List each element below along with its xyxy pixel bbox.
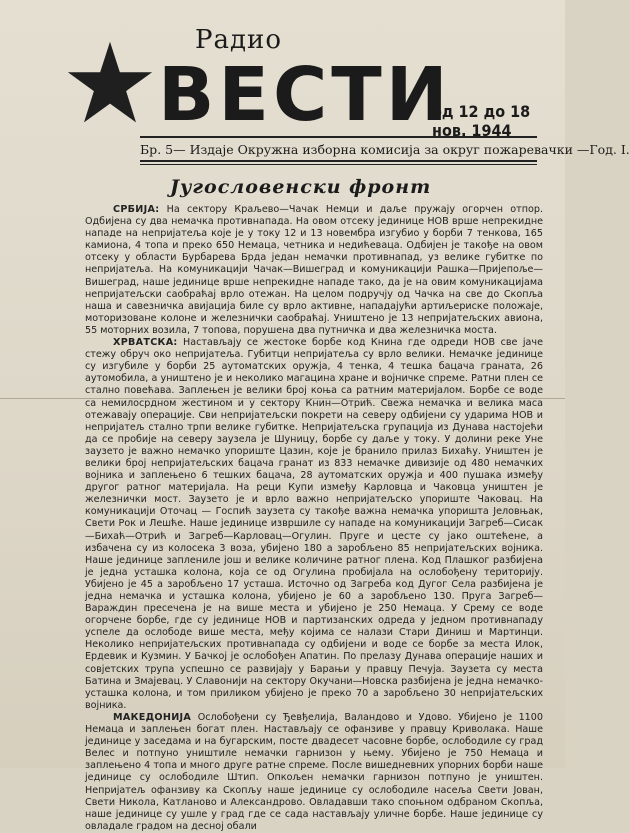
paragraph-macedonia — [85, 712, 543, 833]
paragraph-text: Настављају се жестоке борбе код Книна где одреди НОВ све јаче стежу обруч око непријатеља. Губитци непријатеља су врло велики. Немачке јединице су изгубиле у борби 25 аутоматских оружја, 4 тенка, 4 тешка бацача граната, 26 аутомобила, а уништено је и неколико магацина хране и војничке спреме. Ратни плен се стално повећава. Заплењен је велики број коња са ратним материјалом. Борбе се воде са немилосрдном жестином и у сектору Книн—Отрић. Свежа немачка и велика маса отежавају операције. Сви непријатељски покрети на северу одбијени су ударима НОВ и непријатељ стално трпи велике губитке. Непријатељска групација из Дунава настојећи да се пробије на северу заузела је Шуницу, борбе су даље у току. У долини реке Уне заузето је важно немачко упориште Цазин, које је бранило прилаз Бихаћу. Уништен је велики број непријатељских бацача гранат из 833 немачке дивизије од 480 немачких војника и заплењено 6 тешких бацача, 28 аутоматских оружја и 400 пушака између другог ратног материјала. На реци Купи између Карловца и Чаковца уништен је железнички мост. Заузето је и врло важно непријатељско упориште Чаковац. На комуникацији Оточац — Госпић заузета су такође важна немачка упоришта Јеловњак, Свети Рок и Лешће. Наше јединице извршиле су нападе на комуникацији Загреб—Сисак—Бихаћ—Отрић и Загреб—Карловац—Огулин. Пруге и цесте су јако оштећене, а избачена су из колосека 3 воза, убијено 180 а заробљено 85 непријатељских војника. Наше јединице заплениле још и велике количине ратног плена. Код Плашког разбијена је једна усташка колона, која се од Огулина пробијала на ослобођену територију. Убијено је 45 а заробљено 17 усташа. Источно од Загреба код Дугог Села разбијена је једна немачка и усташка колона, убијено је 60 а заробљено 130. Пруга Загреб—Вараждин пресечена је на више места и убијено је 250 Немаца. У Срему се воде огорчене борбе, где су јединице НОВ и партизанских одреда у једном противнападу успеле да ослободе више места, међу којима се налази Стари Диниш и Мартинци. Неколико непријатељских противнапада су одбијени и воде се борбе за места Илок, Ердевик и Кузмин. У Бачкој је ослобођен Апатин. По прелазу Дунава операције наших и совјетских трупа успешно се развијају у Барањи у правцу Печуја. Заузета су места Батина и Змајевац. У Славонији на сектору Окучани—Новска разбијена је једна немачко-усташка колона, и том приликом убијено је преко 70 а заробљено 30 непријатељских војника. — [85, 337, 543, 711]
issue-dates: од 12 до 18 нов. 1944 — [432, 102, 531, 140]
region-label: ХРВАТСКА: — [113, 337, 178, 349]
header-double-rule — [140, 160, 537, 165]
issue-line — [140, 142, 630, 157]
issue-number: Бр. 5 — [140, 142, 174, 157]
header-rule — [140, 136, 537, 138]
issue-year: Год. I. — [589, 142, 630, 157]
paragraph-text: Ослобођени су Ђевђелија, Валандово и Удово. Убијено је 1100 Немаца и заплењен богат плен. Настављају се офанзиве у правцу Криволака. Наше јединице у заседама и на бугарским, посте двадесет часовне борбе, ослободиле су град Велес и потпуно уништиле немачки гарнизон у њему. Убијено је 750 Немаца и заплењено 4 топа и много друге ратне спреме. После вишедневних упорних борби наше јединице су ослободиле Штип. Опкољен немачки гарнизон потпуно је уништен. Непријатељ офанзиву ка Скопљу наше јединице су ослободиле насеља Свети Јован, Свети Никола, Катланово и Александрово. Овладавши тако споњном одбраном Скопља, наше јединице су ушле у град где се сада настављају уличне борбе. Наше јединице су овладале градом на десној обали — [85, 711, 543, 832]
article-title: Југословенски фронт — [170, 176, 432, 198]
article-body — [85, 204, 543, 833]
region-label: СРБИЈА: — [113, 204, 160, 215]
publisher-line: — Издаје Окружна изборна комисија за округ пожаревачки — — [173, 142, 590, 157]
paragraph-serbia — [85, 204, 543, 337]
paper-fold — [0, 398, 565, 399]
newspaper-title: ВЕСТИ — [158, 52, 452, 138]
paragraph-text: На сектору Краљево—Чачак Немци и даље пружају огорчен отпор. Одбијена су два немачка противнапада. На овом отсеку јединице НОВ врше непрекидне нападе на непријатеља које је у току 12 и 13 новембра изгубио у борби 7 тенкова, 165 камиона, 4 топа и преко 650 Немаца, четника и недићеваца. Одбијен је такође на овом отсеку у области Бурбарева Брда један немачки противнапад, уз велике губитке по непријатеља. На комуникацији Чачак—Вишеград и комуникацији Рашка—Пријепоље—Вишеград, наше јединице врше непрекидне нападе тако, да је на овим комуникацијама непријатељски саобраћај врло отежан. На целом подручју од Чачка на све до Скопља наша и савезничка авијација биле су врло активне, нападајући артиљериске положаје, моторизоване колоне и железнички саобраћај. Уништено је 13 непријатељских авиона, 55 моторних возила, 7 топова, порушена два путничка и два железничка моста. — [85, 204, 543, 336]
star-icon — [65, 40, 155, 126]
radio-word: Радио — [195, 25, 282, 55]
masthead — [55, 0, 630, 157]
paragraph-croatia — [85, 337, 543, 712]
region-label: МАКЕДОНИЈА — [113, 711, 192, 723]
